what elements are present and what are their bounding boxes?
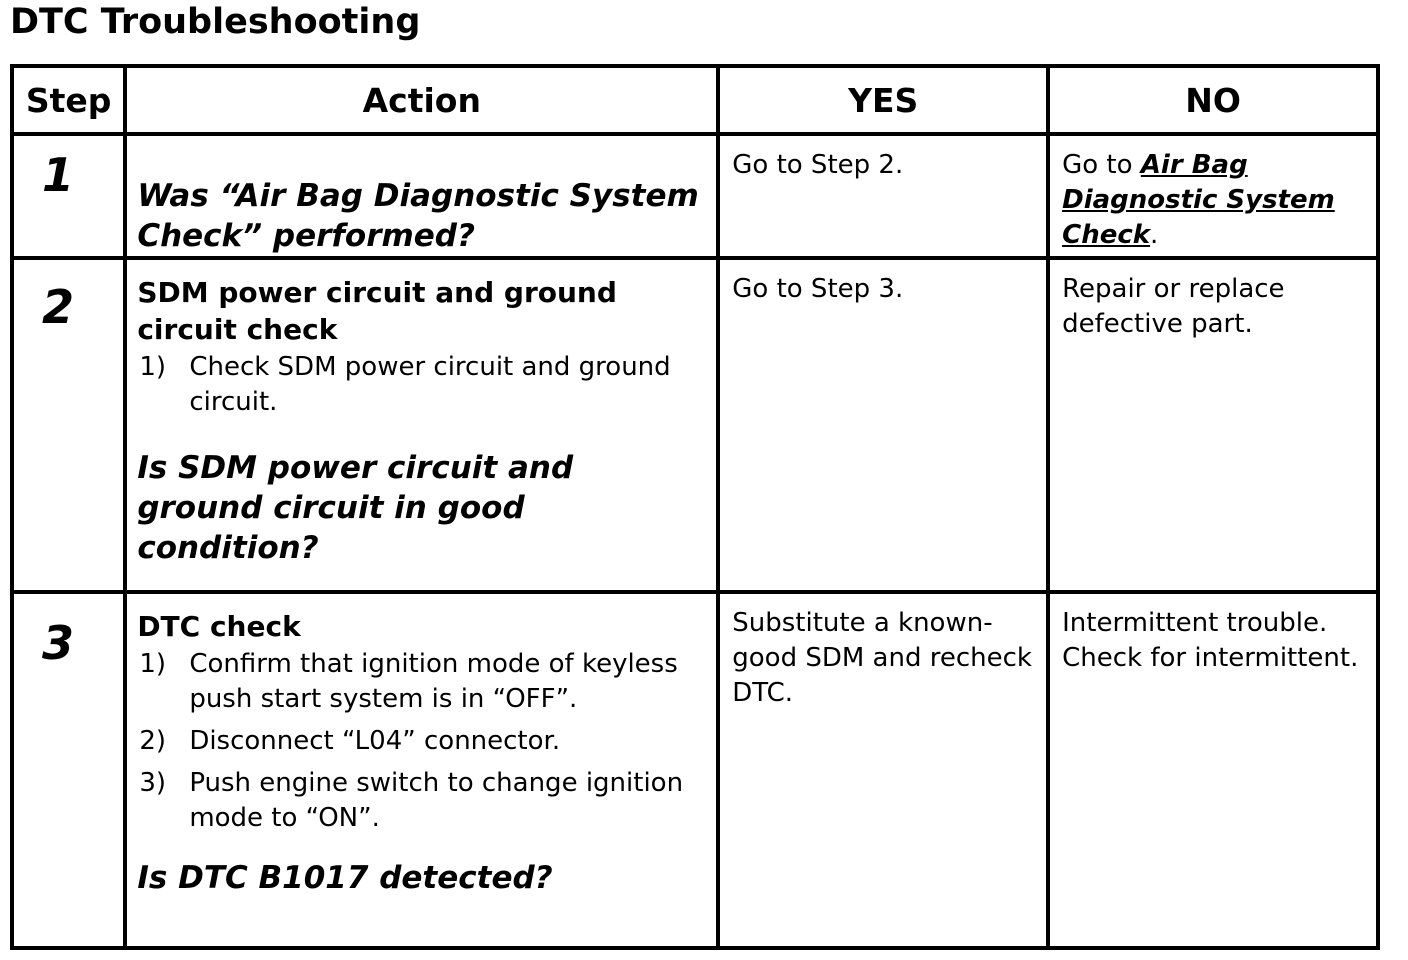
step-number: 3 [42, 616, 75, 670]
substep-list [137, 350, 708, 420]
yes-cell [718, 258, 1048, 592]
no-cell [1048, 592, 1378, 948]
action-question: Was “Air Bag Diagnostic System Check” performed? [137, 178, 699, 254]
step-cell [12, 258, 125, 592]
no-text-prefix: Go to [1062, 150, 1141, 180]
substep-text: Push engine switch to change ignition mode to “ON”. [189, 768, 684, 833]
list-item [137, 647, 708, 717]
header-action: Action [125, 66, 718, 134]
step-cell [12, 134, 125, 258]
action-cell [125, 592, 718, 948]
table-header-row [12, 66, 1378, 134]
action-title: SDM power circuit and ground circuit check [137, 276, 617, 346]
air-bag-diagnostic-system-check-link[interactable]: Air Bag Diagnostic System Check [1062, 150, 1335, 250]
list-item [137, 724, 708, 759]
action-cell [125, 134, 718, 258]
no-cell [1048, 258, 1378, 592]
yes-text: Substitute a known-good SDM and recheck DTC. [732, 608, 1032, 708]
yes-text: Go to Step 2. [732, 150, 904, 180]
header-step: Step [12, 66, 125, 134]
list-item [137, 350, 708, 420]
header-no: NO [1048, 66, 1378, 134]
substep-number: 3) [139, 768, 166, 798]
table-row-step-3 [12, 592, 1378, 948]
yes-cell [718, 134, 1048, 258]
yes-cell [718, 592, 1048, 948]
action-question: Is SDM power circuit and ground circuit in good condition? [137, 450, 574, 566]
substep-text: Check SDM power circuit and ground circuit. [189, 352, 671, 417]
no-cell [1048, 134, 1378, 258]
no-text [1050, 136, 1376, 253]
table-row-step-2 [12, 258, 1378, 592]
step-number: 2 [42, 280, 75, 334]
substep-list [137, 647, 708, 836]
substep-number: 1) [139, 649, 166, 679]
substep-text: Confirm that ignition mode of keyless push start system is in “OFF”. [189, 649, 678, 714]
table-row-step-1 [12, 134, 1378, 258]
action-cell [125, 258, 718, 592]
action-title: DTC check [137, 610, 301, 643]
step-number: 1 [42, 148, 75, 202]
header-yes: YES [718, 66, 1048, 134]
no-text: Repair or replace defective part. [1062, 274, 1285, 339]
yes-text: Go to Step 3. [732, 274, 904, 304]
list-item [137, 766, 708, 836]
no-text-suffix: . [1150, 220, 1159, 250]
step-cell [12, 592, 125, 948]
no-text: Intermittent trouble. Check for intermittent. [1062, 608, 1359, 673]
dtc-troubleshooting-table [10, 64, 1380, 950]
substep-number: 2) [139, 726, 166, 756]
substep-number: 1) [139, 352, 166, 382]
action-question: Is DTC B1017 detected? [137, 860, 553, 896]
substep-text: Disconnect “L04” connector. [189, 726, 561, 756]
page-title: DTC Troubleshooting [10, 2, 421, 42]
